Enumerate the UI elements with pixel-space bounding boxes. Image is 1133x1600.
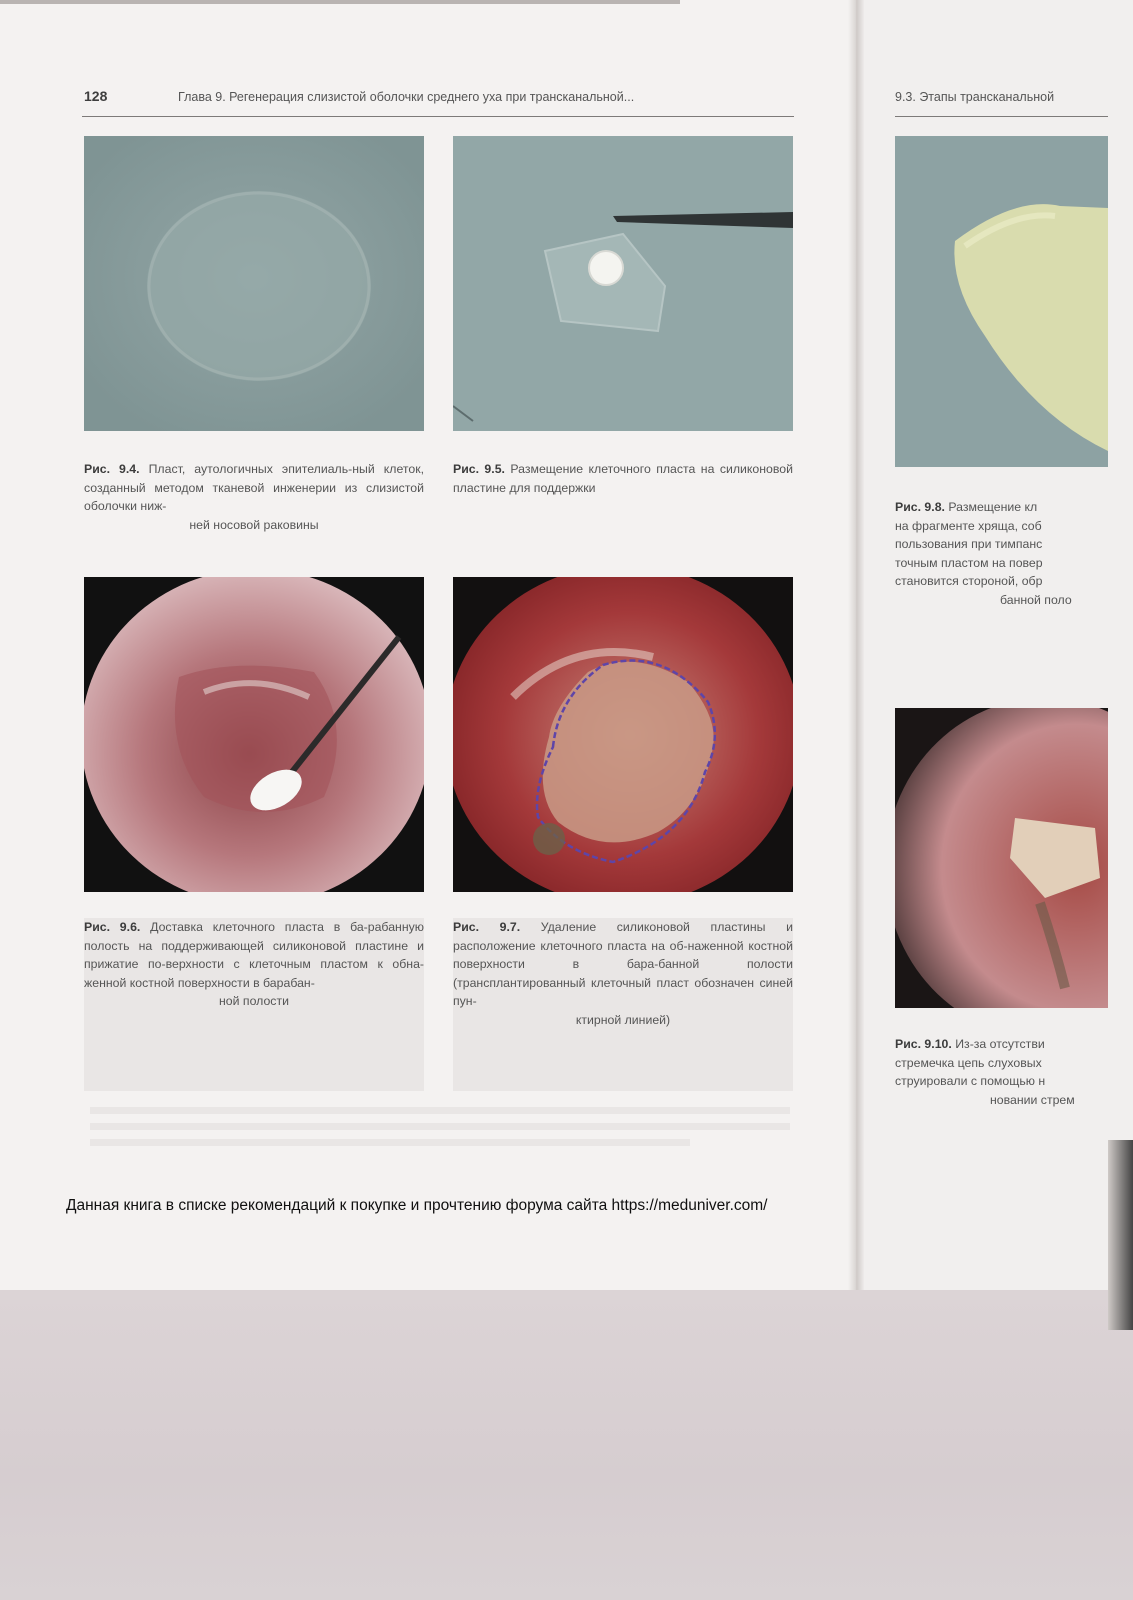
top-edge-strip — [0, 0, 680, 4]
caption-9-8-line: точным пластом на повер — [895, 555, 1043, 570]
caption-figure-9-7 — [453, 918, 793, 1091]
bleed-through-line — [90, 1123, 790, 1130]
caption-figure-9-5 — [453, 460, 793, 497]
caption-9-10-line: Из-за отсутстви — [955, 1037, 1045, 1051]
caption-9-10-line: стремечка цепь слуховых — [895, 1055, 1042, 1070]
caption-9-10-label: Рис. 9.10. — [895, 1037, 952, 1051]
caption-figure-9-4 — [84, 460, 424, 534]
figure-9-6-photo — [84, 577, 424, 892]
figure-9-5-photo — [453, 136, 793, 431]
book-spine — [848, 0, 864, 1290]
header-rule-left — [82, 116, 794, 117]
caption-9-10-line: новании стрем — [990, 1092, 1075, 1107]
caption-9-8-line: Размещение кл — [948, 500, 1038, 514]
caption-9-8-line: банной поло — [1000, 592, 1072, 607]
figure-9-7-photo — [453, 577, 793, 892]
caption-9-6-text: Доставка клеточного пласта в ба-рабанную полость на поддерживающей силиконовой пластине и прижатие по-верхности с клеточным пластом к обна-женной костной поверхности в барабан- — [84, 920, 424, 990]
caption-9-5-label: Рис. 9.5. — [453, 462, 505, 476]
figure-9-10-photo — [895, 708, 1108, 1008]
caption-9-7-text: Удаление силиконовой пластины и расположение клеточного пласта на об-наженной костной поверхности в бара-банной полости (трансплантированный клеточный пласт обозначен синей пун- — [453, 920, 793, 1009]
bleed-through-line — [90, 1107, 790, 1114]
caption-figure-9-10 — [895, 1035, 1108, 1109]
watermark-text: Данная книга в списке рекомендаций к покупке и прочтению форума сайта https://meduniver.com/ — [66, 1197, 768, 1214]
caption-9-6-last-line: ной полости — [219, 994, 289, 1009]
caption-9-8-label: Рис. 9.8. — [895, 500, 945, 514]
caption-9-7-last-line: ктирной линией) — [575, 1012, 671, 1027]
caption-9-5-text: Размещение клеточного пласта на силиконовой пластине для поддержки — [453, 462, 793, 495]
caption-9-7-label: Рис. 9.7. — [453, 920, 521, 934]
figure-9-8-photo — [895, 136, 1108, 467]
caption-figure-9-6 — [84, 918, 424, 1091]
header-rule-right — [895, 116, 1108, 117]
caption-figure-9-8 — [895, 498, 1108, 610]
running-title-left: Глава 9. Регенерация слизистой оболочки среднего уха при трансканальной... — [178, 90, 635, 104]
scan-background — [0, 1290, 1133, 1600]
caption-9-4-last-line: ней носовой раковины — [189, 517, 319, 532]
page-edge-shadow — [1108, 1140, 1133, 1330]
running-title-right: 9.3. Этапы трансканальной — [895, 90, 1055, 104]
caption-9-4-label: Рис. 9.4. — [84, 462, 140, 476]
caption-9-4-text: Пласт, аутологичных эпителиаль-ный клеток, созданный методом тканевой инженерии из слизистой оболочки ниж- — [84, 462, 424, 514]
page-number: 128 — [84, 88, 108, 104]
caption-9-8-line: становится стороной, обр — [895, 574, 1043, 589]
caption-9-8-line: на фрагменте хряща, соб — [895, 518, 1042, 533]
caption-9-10-line: струировали с помощью н — [895, 1074, 1046, 1089]
caption-9-8-line: пользования при тимпанс — [895, 537, 1043, 552]
caption-9-6-label: Рис. 9.6. — [84, 920, 141, 934]
bleed-through-line — [90, 1139, 690, 1146]
figure-9-4-photo — [84, 136, 424, 431]
